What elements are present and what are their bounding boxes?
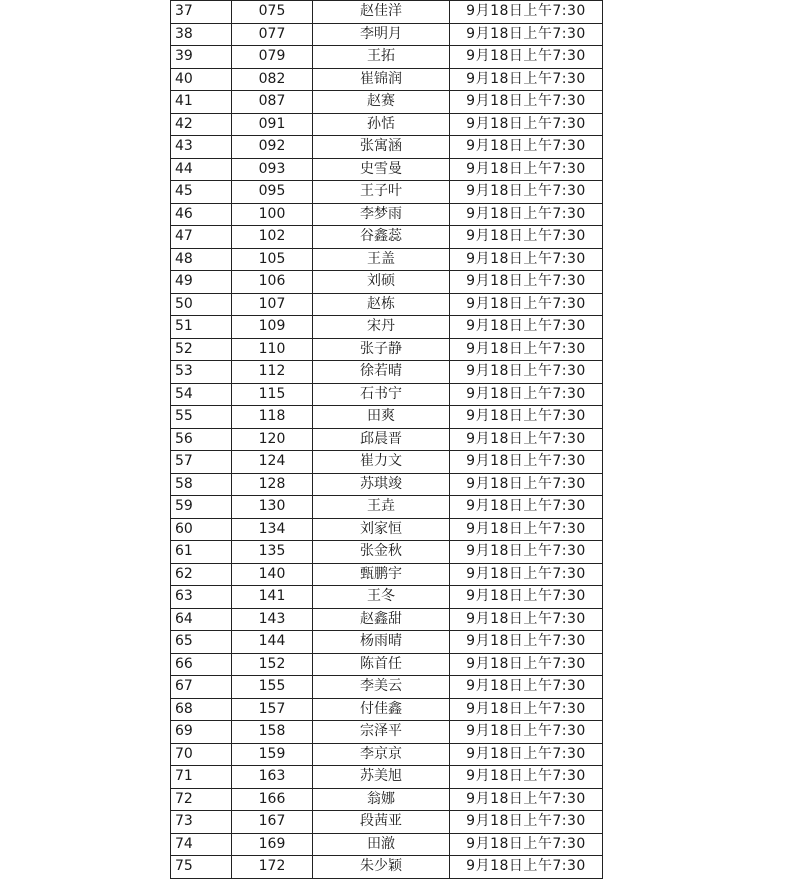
row-time-cell: 9月18日上午7:30 <box>450 766 603 789</box>
row-time-cell: 9月18日上午7:30 <box>450 451 603 474</box>
row-seq-cell: 46 <box>171 203 232 226</box>
table-row <box>171 721 603 744</box>
table-row <box>171 541 603 564</box>
table-row <box>171 563 603 586</box>
row-seq-cell: 56 <box>171 428 232 451</box>
row-number-cell: 107 <box>232 293 313 316</box>
table-row <box>171 293 603 316</box>
row-seq-cell: 69 <box>171 721 232 744</box>
row-name-cell: 王垚 <box>313 496 450 519</box>
row-number-cell: 152 <box>232 653 313 676</box>
row-name-cell: 陈首任 <box>313 653 450 676</box>
row-time-cell: 9月18日上午7:30 <box>450 248 603 271</box>
row-seq-cell: 55 <box>171 406 232 429</box>
row-name-cell: 王冬 <box>313 586 450 609</box>
row-time-cell: 9月18日上午7:30 <box>450 316 603 339</box>
row-seq-cell: 53 <box>171 361 232 384</box>
row-time-cell: 9月18日上午7:30 <box>450 788 603 811</box>
table-row <box>171 23 603 46</box>
row-seq-cell: 59 <box>171 496 232 519</box>
roster-body <box>171 1 603 879</box>
row-name-cell: 田爽 <box>313 406 450 429</box>
row-number-cell: 100 <box>232 203 313 226</box>
row-name-cell: 赵鑫甜 <box>313 608 450 631</box>
row-number-cell: 130 <box>232 496 313 519</box>
row-time-cell: 9月18日上午7:30 <box>450 631 603 654</box>
row-seq-cell: 57 <box>171 451 232 474</box>
row-seq-cell: 52 <box>171 338 232 361</box>
table-row <box>171 1 603 24</box>
table-row <box>171 428 603 451</box>
row-seq-cell: 44 <box>171 158 232 181</box>
row-number-cell: 093 <box>232 158 313 181</box>
row-seq-cell: 49 <box>171 271 232 294</box>
row-time-cell: 9月18日上午7:30 <box>450 406 603 429</box>
table-row <box>171 248 603 271</box>
row-name-cell: 刘硕 <box>313 271 450 294</box>
row-name-cell: 李明月 <box>313 23 450 46</box>
row-name-cell: 宋丹 <box>313 316 450 339</box>
table-row <box>171 113 603 136</box>
row-time-cell: 9月18日上午7:30 <box>450 338 603 361</box>
table-row <box>171 406 603 429</box>
row-time-cell: 9月18日上午7:30 <box>450 518 603 541</box>
row-time-cell: 9月18日上午7:30 <box>450 226 603 249</box>
row-time-cell: 9月18日上午7:30 <box>450 743 603 766</box>
row-name-cell: 谷鑫蕊 <box>313 226 450 249</box>
table-row <box>171 316 603 339</box>
row-seq-cell: 43 <box>171 136 232 159</box>
row-time-cell: 9月18日上午7:30 <box>450 721 603 744</box>
row-number-cell: 128 <box>232 473 313 496</box>
table-row <box>171 46 603 69</box>
row-number-cell: 155 <box>232 676 313 699</box>
row-time-cell: 9月18日上午7:30 <box>450 698 603 721</box>
row-seq-cell: 64 <box>171 608 232 631</box>
row-time-cell: 9月18日上午7:30 <box>450 496 603 519</box>
row-name-cell: 苏美旭 <box>313 766 450 789</box>
row-name-cell: 甄鹏宇 <box>313 563 450 586</box>
row-number-cell: 105 <box>232 248 313 271</box>
row-time-cell: 9月18日上午7:30 <box>450 608 603 631</box>
row-name-cell: 苏琪竣 <box>313 473 450 496</box>
row-seq-cell: 61 <box>171 541 232 564</box>
row-name-cell: 李美云 <box>313 676 450 699</box>
row-time-cell: 9月18日上午7:30 <box>450 68 603 91</box>
row-seq-cell: 67 <box>171 676 232 699</box>
row-name-cell: 邱晨晋 <box>313 428 450 451</box>
table-row <box>171 338 603 361</box>
row-time-cell: 9月18日上午7:30 <box>450 158 603 181</box>
row-name-cell: 赵佳洋 <box>313 1 450 24</box>
table-row <box>171 181 603 204</box>
table-row <box>171 91 603 114</box>
row-time-cell: 9月18日上午7:30 <box>450 541 603 564</box>
row-time-cell: 9月18日上午7:30 <box>450 811 603 834</box>
row-seq-cell: 51 <box>171 316 232 339</box>
row-seq-cell: 63 <box>171 586 232 609</box>
row-number-cell: 075 <box>232 1 313 24</box>
row-name-cell: 赵栋 <box>313 293 450 316</box>
row-time-cell: 9月18日上午7:30 <box>450 563 603 586</box>
row-number-cell: 109 <box>232 316 313 339</box>
table-row <box>171 518 603 541</box>
row-number-cell: 167 <box>232 811 313 834</box>
row-seq-cell: 50 <box>171 293 232 316</box>
row-name-cell: 崔力文 <box>313 451 450 474</box>
row-number-cell: 091 <box>232 113 313 136</box>
row-seq-cell: 48 <box>171 248 232 271</box>
row-name-cell: 张子静 <box>313 338 450 361</box>
row-name-cell: 段茜亚 <box>313 811 450 834</box>
row-name-cell: 张寓涵 <box>313 136 450 159</box>
row-time-cell: 9月18日上午7:30 <box>450 1 603 24</box>
row-seq-cell: 58 <box>171 473 232 496</box>
row-name-cell: 徐若晴 <box>313 361 450 384</box>
row-number-cell: 077 <box>232 23 313 46</box>
row-number-cell: 087 <box>232 91 313 114</box>
row-number-cell: 120 <box>232 428 313 451</box>
table-row <box>171 158 603 181</box>
row-name-cell: 崔锦润 <box>313 68 450 91</box>
row-number-cell: 157 <box>232 698 313 721</box>
row-number-cell: 166 <box>232 788 313 811</box>
table-row <box>171 473 603 496</box>
row-number-cell: 118 <box>232 406 313 429</box>
row-seq-cell: 72 <box>171 788 232 811</box>
row-number-cell: 134 <box>232 518 313 541</box>
row-seq-cell: 70 <box>171 743 232 766</box>
table-row <box>171 586 603 609</box>
roster-table <box>170 0 603 879</box>
row-number-cell: 112 <box>232 361 313 384</box>
table-row <box>171 811 603 834</box>
table-row <box>171 68 603 91</box>
row-time-cell: 9月18日上午7:30 <box>450 113 603 136</box>
row-name-cell: 刘家恒 <box>313 518 450 541</box>
row-name-cell: 付佳鑫 <box>313 698 450 721</box>
row-number-cell: 135 <box>232 541 313 564</box>
row-seq-cell: 42 <box>171 113 232 136</box>
row-name-cell: 王子叶 <box>313 181 450 204</box>
row-number-cell: 141 <box>232 586 313 609</box>
row-name-cell: 田澈 <box>313 833 450 856</box>
row-number-cell: 143 <box>232 608 313 631</box>
row-time-cell: 9月18日上午7:30 <box>450 586 603 609</box>
row-time-cell: 9月18日上午7:30 <box>450 181 603 204</box>
row-time-cell: 9月18日上午7:30 <box>450 428 603 451</box>
row-name-cell: 史雪曼 <box>313 158 450 181</box>
row-number-cell: 144 <box>232 631 313 654</box>
table-row <box>171 698 603 721</box>
row-number-cell: 159 <box>232 743 313 766</box>
table-row <box>171 631 603 654</box>
table-row <box>171 766 603 789</box>
row-seq-cell: 47 <box>171 226 232 249</box>
row-number-cell: 102 <box>232 226 313 249</box>
table-row <box>171 653 603 676</box>
row-name-cell: 孙恬 <box>313 113 450 136</box>
table-row <box>171 451 603 474</box>
table-row <box>171 136 603 159</box>
row-seq-cell: 60 <box>171 518 232 541</box>
row-name-cell: 张金秋 <box>313 541 450 564</box>
row-time-cell: 9月18日上午7:30 <box>450 136 603 159</box>
row-name-cell: 翁娜 <box>313 788 450 811</box>
table-row <box>171 361 603 384</box>
row-number-cell: 158 <box>232 721 313 744</box>
row-seq-cell: 45 <box>171 181 232 204</box>
row-seq-cell: 65 <box>171 631 232 654</box>
row-time-cell: 9月18日上午7:30 <box>450 46 603 69</box>
table-row <box>171 226 603 249</box>
row-seq-cell: 54 <box>171 383 232 406</box>
row-name-cell: 赵赛 <box>313 91 450 114</box>
row-seq-cell: 38 <box>171 23 232 46</box>
table-row <box>171 383 603 406</box>
row-seq-cell: 39 <box>171 46 232 69</box>
row-name-cell: 朱少颖 <box>313 856 450 879</box>
row-name-cell: 石书宁 <box>313 383 450 406</box>
row-number-cell: 110 <box>232 338 313 361</box>
row-time-cell: 9月18日上午7:30 <box>450 23 603 46</box>
table-row <box>171 271 603 294</box>
row-seq-cell: 75 <box>171 856 232 879</box>
row-seq-cell: 37 <box>171 1 232 24</box>
row-name-cell: 王盖 <box>313 248 450 271</box>
row-seq-cell: 74 <box>171 833 232 856</box>
row-time-cell: 9月18日上午7:30 <box>450 383 603 406</box>
table-row <box>171 676 603 699</box>
row-seq-cell: 41 <box>171 91 232 114</box>
row-name-cell: 宗泽平 <box>313 721 450 744</box>
table-row <box>171 856 603 879</box>
row-name-cell: 李梦雨 <box>313 203 450 226</box>
row-number-cell: 140 <box>232 563 313 586</box>
row-number-cell: 092 <box>232 136 313 159</box>
row-time-cell: 9月18日上午7:30 <box>450 361 603 384</box>
row-time-cell: 9月18日上午7:30 <box>450 653 603 676</box>
row-seq-cell: 66 <box>171 653 232 676</box>
row-number-cell: 163 <box>232 766 313 789</box>
table-row <box>171 203 603 226</box>
table-row <box>171 496 603 519</box>
row-number-cell: 079 <box>232 46 313 69</box>
row-seq-cell: 62 <box>171 563 232 586</box>
row-name-cell: 杨雨晴 <box>313 631 450 654</box>
row-time-cell: 9月18日上午7:30 <box>450 833 603 856</box>
row-name-cell: 李京京 <box>313 743 450 766</box>
row-number-cell: 169 <box>232 833 313 856</box>
row-number-cell: 115 <box>232 383 313 406</box>
table-row <box>171 608 603 631</box>
row-seq-cell: 71 <box>171 766 232 789</box>
row-seq-cell: 73 <box>171 811 232 834</box>
table-row <box>171 743 603 766</box>
row-number-cell: 095 <box>232 181 313 204</box>
row-time-cell: 9月18日上午7:30 <box>450 271 603 294</box>
row-time-cell: 9月18日上午7:30 <box>450 856 603 879</box>
row-seq-cell: 40 <box>171 68 232 91</box>
row-time-cell: 9月18日上午7:30 <box>450 293 603 316</box>
row-time-cell: 9月18日上午7:30 <box>450 203 603 226</box>
row-seq-cell: 68 <box>171 698 232 721</box>
row-number-cell: 172 <box>232 856 313 879</box>
row-number-cell: 124 <box>232 451 313 474</box>
row-time-cell: 9月18日上午7:30 <box>450 676 603 699</box>
table-row <box>171 833 603 856</box>
table-row <box>171 788 603 811</box>
row-number-cell: 106 <box>232 271 313 294</box>
row-time-cell: 9月18日上午7:30 <box>450 91 603 114</box>
row-name-cell: 王拓 <box>313 46 450 69</box>
row-time-cell: 9月18日上午7:30 <box>450 473 603 496</box>
row-number-cell: 082 <box>232 68 313 91</box>
